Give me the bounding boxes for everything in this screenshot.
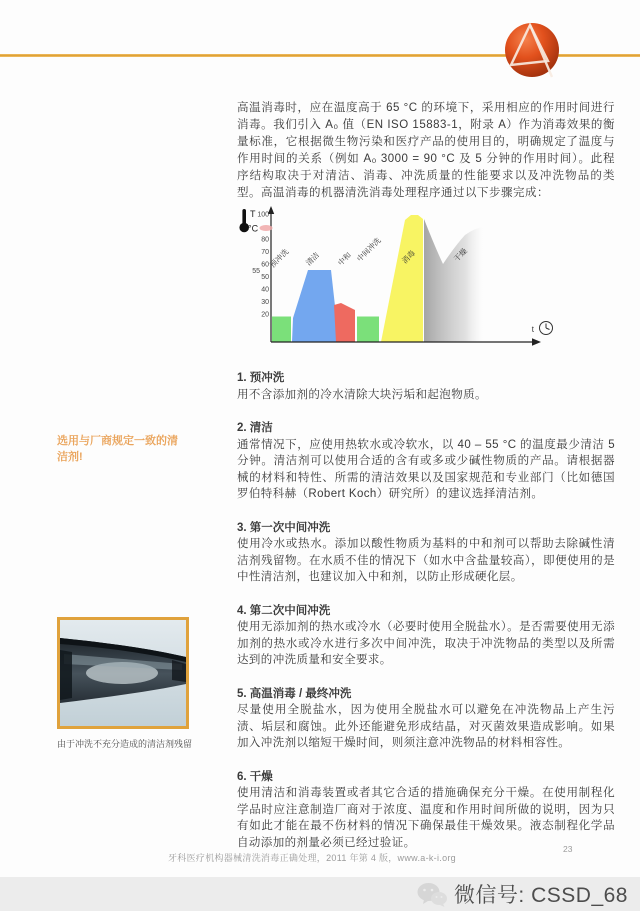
- wechat-id-label: 微信号: CSSD_68: [453, 884, 628, 907]
- phase-label-cleaning: 清洁: [304, 250, 322, 268]
- step-number: 2.: [237, 422, 247, 434]
- phase-area-disinfection: [381, 215, 423, 342]
- step-body: 用不含添加剂的冷水清除大块污垢和起泡物质。: [237, 388, 487, 401]
- step-heading: [237, 686, 615, 703]
- phase-area-prerinse: [272, 317, 291, 343]
- step-heading: [237, 603, 615, 620]
- bottom-bar: [0, 877, 640, 911]
- phase-label-disinfection: 消毒: [400, 248, 418, 266]
- step-heading: [237, 420, 615, 437]
- y-tick: 30: [261, 299, 269, 306]
- step-title: 第一次中间冲洗: [249, 521, 331, 534]
- step-number: 6.: [237, 770, 247, 783]
- y-axis-symbol: T: [250, 209, 256, 219]
- step-heading: [237, 769, 615, 786]
- step-title: 第二次中间冲洗: [249, 604, 331, 617]
- y-tick: 55: [252, 268, 260, 275]
- step-heading: [237, 370, 615, 387]
- page-number: 23: [563, 844, 573, 854]
- y-tick: 20: [261, 311, 269, 319]
- phase-label-neutralization: 中和: [336, 250, 354, 268]
- steps-list: [237, 370, 615, 868]
- y-tick: 100: [257, 211, 269, 219]
- margin-note: 选用与厂商规定一致的清洁剂!: [57, 435, 178, 463]
- step-title: 预冲洗: [249, 372, 285, 384]
- step-5: [237, 686, 615, 752]
- step-3: [237, 520, 615, 586]
- y-tick: 50: [261, 274, 269, 281]
- step-body: 使用清洁和消毒装置或者其它合适的措施确保充分干燥。在使用制程化学品时应注意制造厂商对于浓度、温度和作用时间所做的说明，因为只有如此才能在最不伤材料的情况下确保最佳干燥效果。液态制程化学品自动添加的剂量必须已经过验证。: [237, 787, 615, 849]
- phase-area-cleaning: [292, 270, 339, 342]
- y-tick: 80: [261, 236, 269, 244]
- process-chart: [229, 202, 569, 364]
- step-number: 5.: [237, 687, 247, 700]
- step-body: 使用冷水或热水。添加以酸性物质为基料的中和剂可以帮助去除碱性清洁剂残留物。在水质不佳的情况下（如水中含盐量较高），即便使用的是中性清洁剂，也建议加入中和剂，以防止形成硬化层。: [237, 538, 615, 583]
- step-2: [237, 420, 615, 503]
- footer-source: 牙科医疗机构器械清洗消毒正确处理，2011 年第 4 版，www.a-k-i.org: [168, 853, 456, 863]
- phase-label-prerinse: 预冲洗: [268, 247, 291, 270]
- step-body: 使用无添加剂的热水或冷水（必要时使用全脱盐水）。是否需要使用无添加剂的热水或冷水进行多次中间冲洗，取决于冲洗物品的类型以及所需达到的冲洗质量和安全要求。: [237, 621, 615, 666]
- step-1: [237, 370, 615, 403]
- step-6: [237, 769, 615, 852]
- phase-area-drying: [424, 219, 483, 342]
- step-title: 清洁: [249, 422, 273, 434]
- step-body: 尽量使用全脱盐水，因为使用全脱盐水可以避免在冲洗物品上产生污渍、垢层和腐蚀。此外还能避免形成结晶，对灭菌效果造成影响。如果加入冲洗剂以缩短干燥时间，则须注意冲洗物品的材料相容性。: [237, 704, 615, 749]
- phase-area-neutralization: [334, 303, 355, 342]
- clock-icon: [540, 322, 553, 335]
- wechat-icon: [416, 881, 448, 908]
- step-number: 4.: [237, 604, 247, 617]
- aki-logo-icon: [502, 20, 562, 80]
- photo-caption: 由于冲洗不充分造成的清洁剂残留: [57, 739, 193, 749]
- y-tick: 40: [261, 286, 269, 294]
- phase-label-interim-rinse: 中间冲洗: [355, 235, 383, 264]
- step-heading: [237, 520, 615, 537]
- phase-area-interim-rinse: [357, 317, 379, 343]
- intro-paragraph: 高温消毒时，应在温度高于 65 °C 的环境下，采用相应的作用时间进行消毒。我们引入 A₀ 值（EN ISO 15883-1，附录 A）作为消毒效果的衡量标准，它根据微生物污染和医疗产品的使用目的，明确规定了温度与作用时间的关系（例如 A₀ 3000 = 90 °C 及 5 分钟的作用时间）。此程序结构取决于对清洁、消毒、冲洗质量的性能要求以及冲洗物品的类型。高温消毒的机器清洗消毒处理程序通过以下步骤完成：: [237, 101, 615, 199]
- phase-label-drying: 干燥: [452, 246, 470, 264]
- step-title: 干燥: [249, 770, 273, 783]
- step-number: 3.: [237, 521, 247, 534]
- step-title: 高温消毒 / 最终冲洗: [249, 687, 352, 700]
- y-tick: 60: [261, 261, 269, 269]
- x-axis-arrow: [532, 338, 541, 346]
- instrument-photo-image: [60, 620, 186, 726]
- step-4: [237, 603, 615, 669]
- instrument-photo: [57, 617, 189, 729]
- y-tick: 70: [261, 249, 269, 256]
- step-number: 1.: [237, 372, 247, 384]
- x-axis-symbol: t: [531, 325, 534, 334]
- y-axis-unit: °C: [248, 223, 259, 234]
- highlight-mark: [260, 225, 273, 231]
- step-body: 通常情况下，应使用热软水或冷软水，以 40 – 55 °C 的温度最少清洁 5 分钟。清洁剂可以使用合适的含有或多或少碱性物质的产品。请根据器械的材料和特性、所需的清洁效果以及国家规范和专业部门（比如德国罗伯特科赫（Robert Koch）研究所）的建议选择清洁剂。: [237, 438, 615, 500]
